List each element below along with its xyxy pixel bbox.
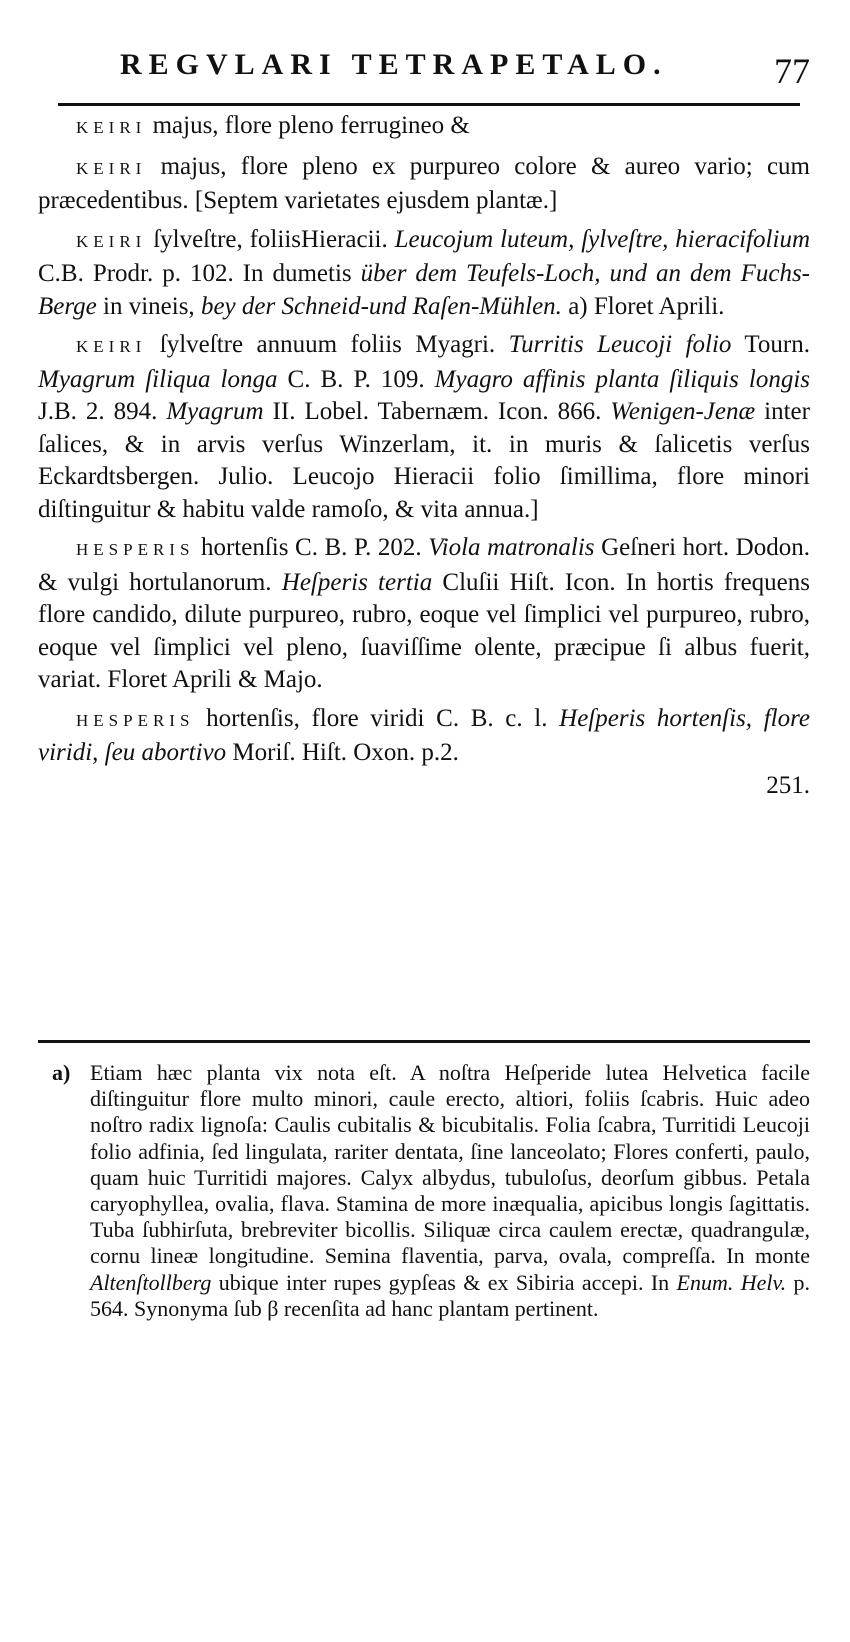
entry-keiri-annuum — [38, 329, 810, 526]
plant-name: KEIRI — [76, 337, 147, 356]
footnote-rule — [38, 1040, 810, 1043]
entry-text: ſylveſtre, foliisHieracii. — [146, 225, 395, 253]
italic-synonym: Myagrum ſiliqua longa — [38, 365, 278, 393]
footnote-marker: a) — [52, 1060, 71, 1085]
page-number: 77 — [774, 51, 810, 91]
entry-text: Moriſ. Hiſt. Oxon. p.2. — [226, 739, 459, 766]
entry-keiri-sylvestre — [38, 224, 810, 324]
entry-text: Tourn. — [731, 331, 810, 358]
entry-text: hortenſis C. B. P. 202. — [194, 534, 429, 561]
italic-synonym: Myagro affinis planta ſiliquis longis — [434, 365, 810, 393]
plant-name: KEIRI — [76, 231, 147, 251]
footnote — [52, 1060, 810, 1322]
italic-synonym: Turritis Leucoji folio — [508, 331, 732, 358]
italic-synonym: Heſperis hortenſis, flore viridi, ſeu abortivo — [38, 704, 810, 766]
main-text — [38, 110, 810, 802]
entry-text: II. Lobel. Tabernæm. Icon. 866. — [263, 398, 611, 425]
footnote-text — [90, 1060, 810, 1322]
italic-synonym: Myagrum — [166, 398, 264, 425]
plant-name: HESPERIS — [76, 540, 195, 559]
italic-citation: Enum. Helv. — [676, 1269, 787, 1295]
plant-name: KEIRI — [76, 118, 147, 137]
entry-text: C.B. Prodr. p. 102. In dumetis — [38, 260, 361, 287]
entry-text: ſylveſtre annuum foliis Myagri. — [146, 331, 509, 358]
running-title: REGVLARI TETRAPETALO. — [120, 48, 668, 81]
plant-name: KEIRI — [76, 158, 147, 178]
italic-place: Altenſtollberg — [90, 1269, 212, 1295]
italic-locality: bey der Schneid-und Raſen-Mühlen. — [200, 292, 562, 320]
entry-keiri-ferrugineo — [38, 110, 810, 145]
entry-text: J.B. 2. 894. — [38, 398, 167, 425]
entry-text: inter ſalices, & in arvis verſus Winzerlam, it. in muris & ſalicetis verſus Eckardtsbergen. Julio. Leucojo Hieracii folio ſimillima, flore minori diſtinguitur & habitu valde ramoſo, & vita annua.] — [38, 398, 810, 523]
italic-synonym: Heſperis tertia — [281, 568, 433, 596]
italic-locality: Wenigen-Jenæ — [610, 398, 756, 425]
footnote-body: ubique inter rupes gypſeas & ex Sibiria accepi. In — [211, 1269, 677, 1295]
entry-text: Cluſii Hiſt. Icon. In hortis frequens flore candido, dilute purpureo, rubro, eoque vel ſimplici vel purpureo, rubro, eoque vel ſimplici vel pleno, ſuaviſſime olente, præcipue ſi albus fuerit, variat. Floret Aprili & Majo. — [38, 568, 810, 693]
entry-text: majus, flore pleno ferrugineo & — [146, 112, 470, 139]
page-reference-continuation: 251. — [766, 771, 810, 799]
entry-hesperis-hortensis — [38, 532, 810, 697]
footnote-body: p. 564. Synonyma ſub β recenſita ad hanc plantam pertinent. — [90, 1269, 810, 1321]
entry-keiri-purpureo — [38, 151, 810, 218]
plant-name: HESPERIS — [76, 710, 195, 730]
entry-text: hortenſis, flore viridi C. B. c. l. — [194, 704, 560, 732]
entry-text: majus, flore pleno ex purpureo colore & aureo vario; cum præcedentibus. [Septem varietates ejusdem plantæ.] — [38, 152, 810, 214]
italic-synonym: Viola matronalis — [428, 534, 595, 561]
entry-text: in vineis, — [96, 292, 201, 320]
entry-text: Geſneri hort. Dodon. & vulgi hortulanorum. — [38, 534, 810, 596]
header-rule — [58, 103, 800, 106]
italic-locality: über dem Teufels-Loch, und an dem Fuchs-Berge — [38, 260, 810, 320]
entry-text: C. B. P. 109. — [277, 365, 435, 393]
page-header — [120, 40, 810, 90]
entry-text: a) Floret Aprili. — [561, 292, 725, 320]
italic-synonym: Leucojum luteum, ſylveſtre, hieracifolium — [394, 225, 810, 253]
footnote-body: Etiam hæc planta vix nota eſt. A noſtra Heſperide lutea Helvetica facile diſtinguitur flore multo minori, caule erecto, altiori, foliis ſcabris. Huic adeo noſtro radix lignoſa: Caulis cubitalis & bicubitalis. Folia ſcabra, Turritidi Leucoji folio adfinia, ſed lingulata, rariter dentata, ſine lanceolato; Flores conferti, paulo, quam huic Turritidi majores. Calyx albydus, tubuloſus, deorſum gibbus. Petala caryophyllea, ovalia, flava. Stamina de more inæqualia, apicibus longis ſagittatis. Tuba ſubhirſuta, brebreviter bicollis. Siliquæ circa caulem erectæ, quadrangulæ, cornu lineæ longitudine. Semina flaventia, parva, ovala, compreſſa. In monte — [90, 1060, 810, 1269]
entry-hesperis-viridi — [38, 703, 810, 770]
